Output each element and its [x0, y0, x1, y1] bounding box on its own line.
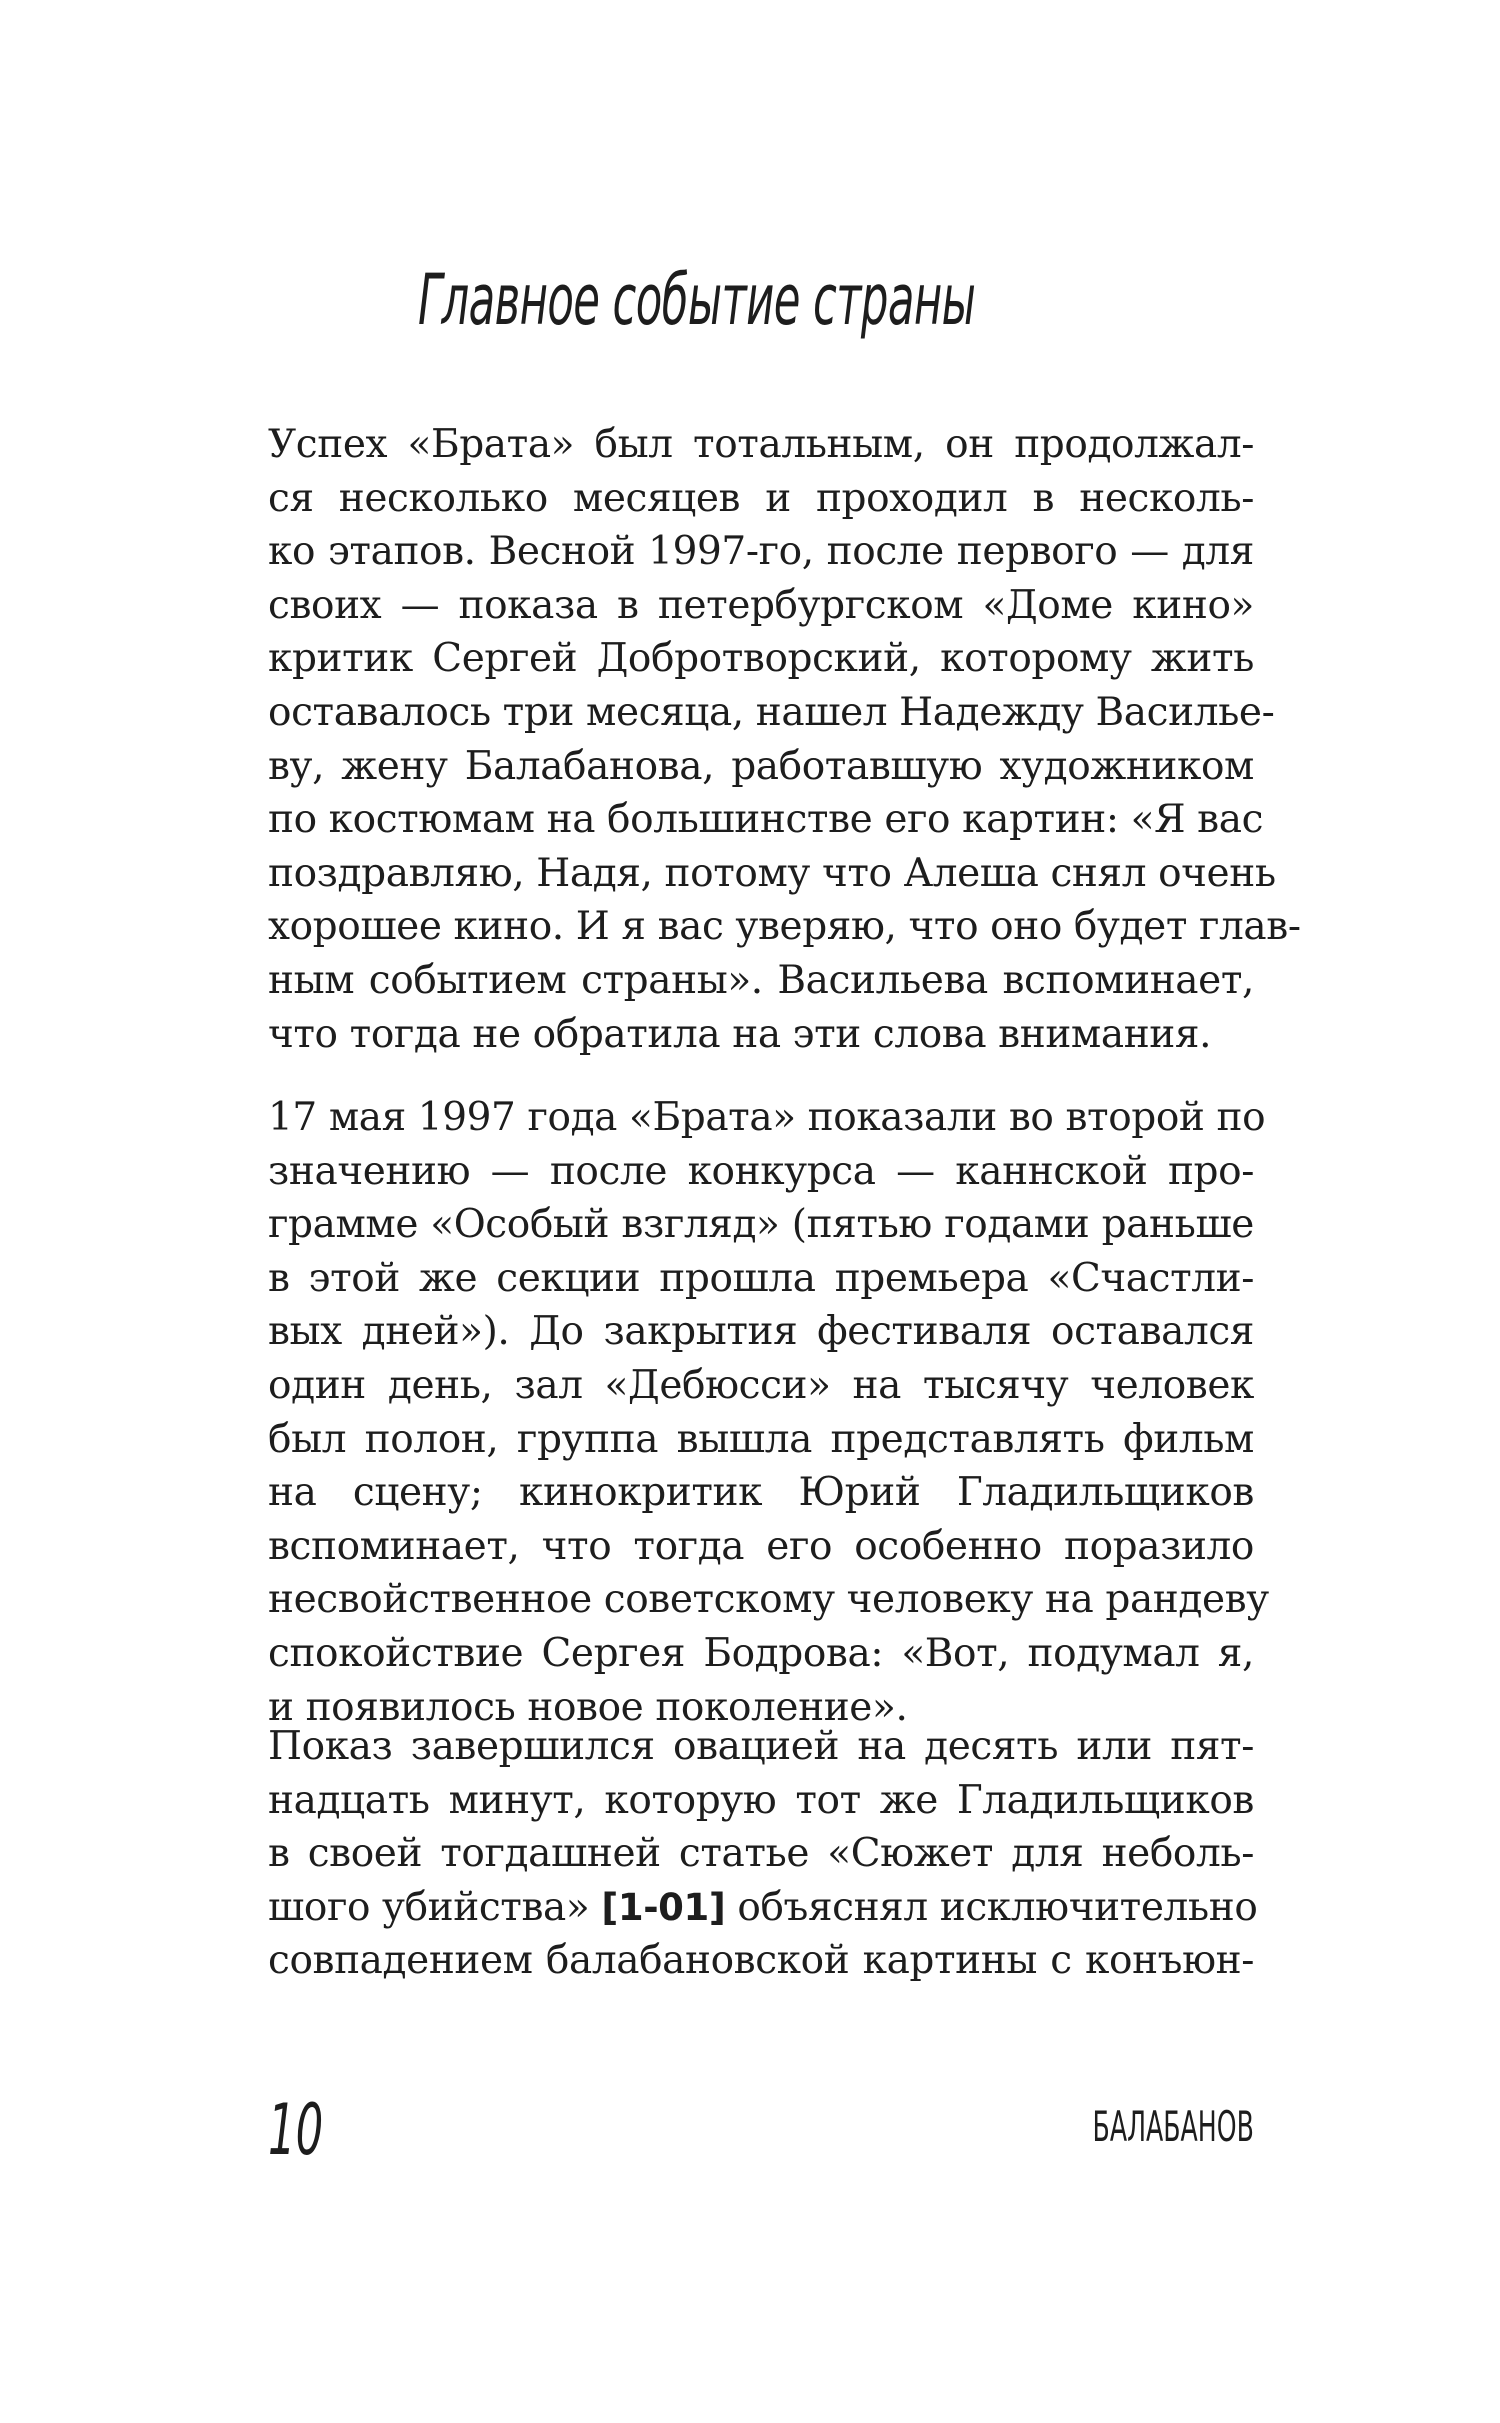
- text-fragment: шого убийства»: [268, 1884, 590, 1930]
- paragraph-1: [268, 418, 1301, 1061]
- text-line: Успех «Брата» был тотальным, он продолжал-: [268, 422, 1254, 467]
- text-line: ным событием страны». Васильева вспоминает,: [268, 957, 1254, 1003]
- text-line: своих — показа в петербургском «Доме кино»: [268, 582, 1254, 628]
- text-line: и появилось новое поколение».: [268, 1684, 908, 1730]
- text-line: вых дней»). До закрытия фестиваля оставался: [268, 1309, 1254, 1355]
- chapter-title: Главное событие страны: [418, 259, 976, 341]
- text-line: надцать минут, которую тот же Гладильщиков: [268, 1777, 1254, 1823]
- running-head: БАЛАБАНОВ: [1092, 2102, 1254, 2151]
- text-line: совпадением балабановской картины с конъюн-: [268, 1938, 1254, 1984]
- text-line: критик Сергей Добротворский, которому жить: [268, 636, 1254, 682]
- text-fragment: объяснял исключительно: [737, 1884, 1258, 1930]
- text-line: спокойствие Сергея Бодрова: «Вот, подумал я,: [268, 1630, 1254, 1676]
- paragraph-3: [268, 1720, 1258, 1988]
- text-line: вспоминает, что тогда его особенно поразило: [268, 1523, 1254, 1569]
- text-line: был полон, группа вышла представлять фильм: [268, 1416, 1254, 1462]
- text-line: в этой же секции прошла премьера «Счастли-: [268, 1255, 1254, 1301]
- text-line: поздравляю, Надя, потому что Алеша снял очень: [268, 850, 1276, 896]
- text-line: что тогда не обратила на эти слова внимания.: [268, 1011, 1212, 1057]
- text-line: Показ завершился овацией на десять или пят-: [268, 1724, 1254, 1769]
- text-line: один день, зал «Дебюсси» на тысячу человек: [268, 1362, 1254, 1408]
- page-number: 10: [268, 2089, 324, 2171]
- text-line: грамме «Особый взгляд» (пятью годами раньше: [268, 1202, 1254, 1248]
- footnote-reference[interactable]: [1-01]: [601, 1885, 726, 1929]
- text-line: значению — после конкурса — каннской про-: [268, 1148, 1254, 1194]
- paragraph-2: [268, 1091, 1269, 1734]
- text-line-with-reference: [268, 1881, 1258, 1935]
- text-line: по костюмам на большинстве его картин: «Я вас: [268, 797, 1264, 843]
- text-line: 17 мая 1997 года «Брата» показали во второй по: [268, 1095, 1266, 1140]
- text-line: ву, жену Балабанова, работавшую художником: [268, 743, 1254, 789]
- text-line: в своей тогдашней статье «Сюжет для неболь-: [268, 1831, 1254, 1877]
- text-line: на сцену; кинокритик Юрий Гладильщиков: [268, 1470, 1254, 1516]
- text-line: оставалось три месяца, нашел Надежду Василье-: [268, 689, 1275, 735]
- text-line: хорошее кино. И я вас уверяю, что оно будет глав-: [268, 904, 1301, 950]
- text-line: ся несколько месяцев и проходил в несколь-: [268, 475, 1254, 521]
- text-line: ко этапов. Весной 1997-го, после первого — для: [268, 529, 1254, 575]
- text-line: несвойственное советскому человеку на рандеву: [268, 1577, 1269, 1623]
